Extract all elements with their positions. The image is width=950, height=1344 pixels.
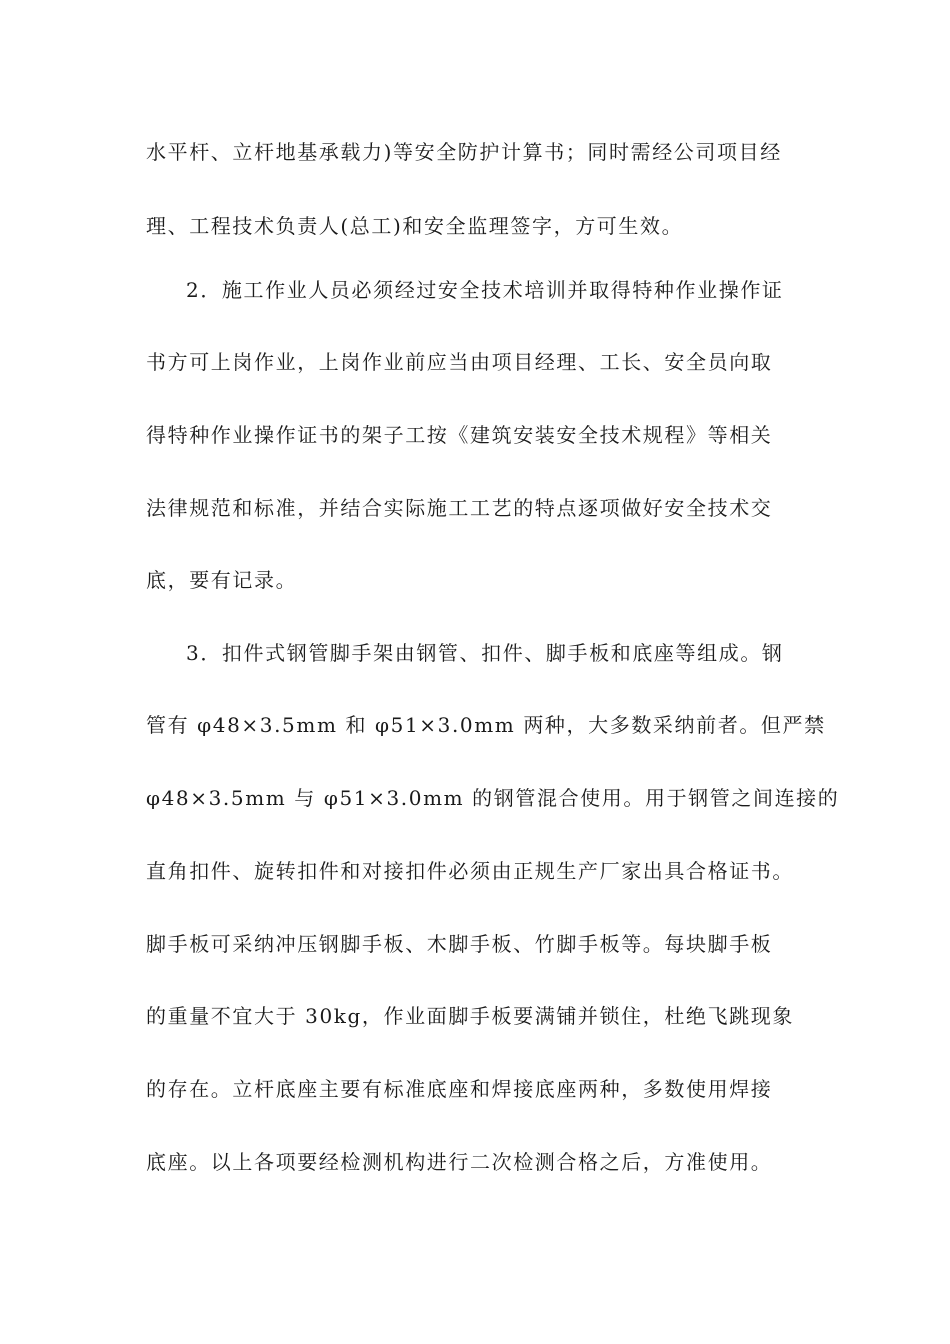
text-line: 管有 φ48×3.5mm 和 φ51×3.0mm 两种，大多数采纳前者。但严禁 — [146, 713, 826, 737]
text-line: 的存在。立杆底座主要有标准底座和焊接底座两种，多数使用焊接 — [146, 1077, 773, 1101]
text-line: 直角扣件、旋转扣件和对接扣件必须由正规生产厂家出具合格证书。 — [146, 859, 794, 883]
paragraph-2-start: 2．施工作业人员必须经过安全技术培训并取得特种作业操作证 — [186, 278, 784, 302]
text-line: 的重量不宜大于 30kg，作业面脚手板要满铺并锁住，杜绝飞跳现象 — [146, 1004, 794, 1028]
text-line: 理、工程技术负责人(总工)和安全监理签字，方可生效。 — [146, 214, 684, 238]
text-line: 底座。以上各项要经检测机构进行二次检测合格之后，方准使用。 — [146, 1150, 773, 1174]
text-line: 底，要有记录。 — [146, 568, 298, 592]
text-line: 书方可上岗作业，上岗作业前应当由项目经理、工长、安全员向取 — [146, 350, 773, 374]
text-line: 得特种作业操作证书的架子工按《建筑安装安全技术规程》等相关 — [146, 423, 773, 447]
text-line: 脚手板可采纳冲压钢脚手板、木脚手板、竹脚手板等。每块脚手板 — [146, 932, 773, 956]
text-line: φ48×3.5mm 与 φ51×3.0mm 的钢管混合使用。用于钢管之间连接的 — [146, 786, 840, 810]
text-line: 水平杆、立杆地基承载力)等安全防护计算书；同时需经公司项目经 — [146, 140, 782, 164]
paragraph-3-start: 3．扣件式钢管脚手架由钢管、扣件、脚手板和底座等组成。钢 — [186, 641, 784, 665]
text-line: 法律规范和标准，并结合实际施工工艺的特点逐项做好安全技术交 — [146, 496, 773, 520]
